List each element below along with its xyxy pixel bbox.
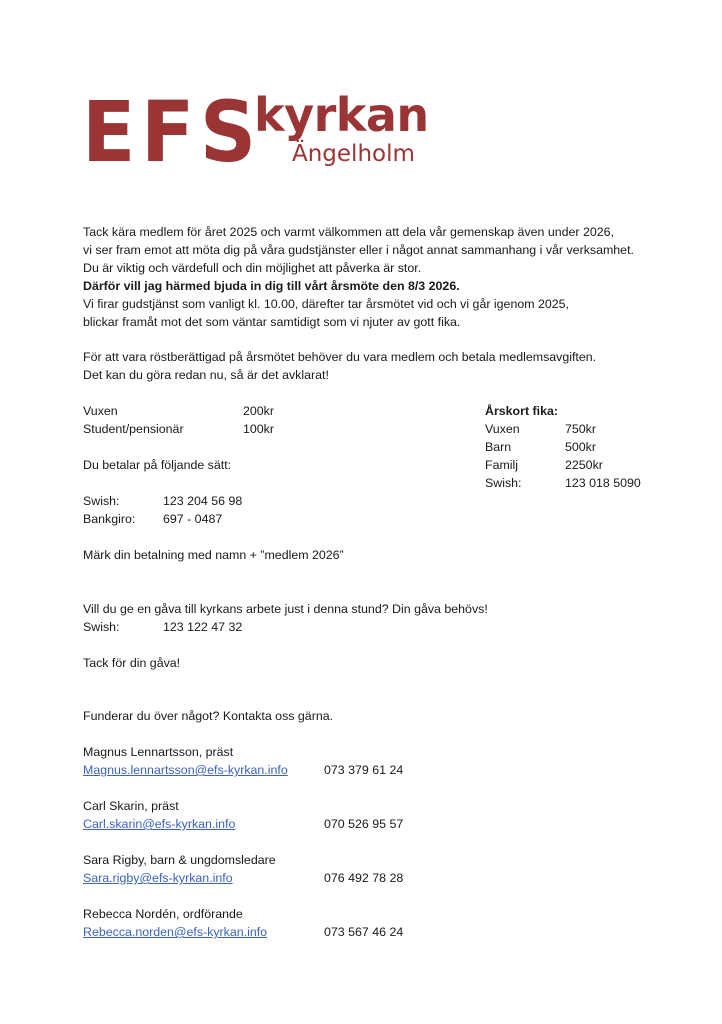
payment-swish-label: Swish: <box>83 494 120 508</box>
fika-value-adult: 750kr <box>565 422 596 436</box>
gift-question: Vill du ge en gåva till kyrkans arbete just i denna stund? Din gåva behövs! <box>83 602 488 616</box>
gift-swish-label: Swish: <box>83 620 120 634</box>
contact-phone-2: 070 526 95 57 <box>324 817 404 831</box>
fika-label-adult: Vuxen <box>485 422 520 436</box>
intro-line-1: Tack kära medlem för året 2025 och varmt välkommen att dela vår gemenskap även under 2026, <box>83 225 615 239</box>
membership-line-1: För att vara röstberättigad på årsmötet behöver du vara medlem och betala medlemsavgiften. <box>83 350 597 364</box>
gift-thanks: Tack för din gåva! <box>83 656 181 670</box>
fika-value-swish: 123 018 5090 <box>565 476 641 490</box>
contact-email-4[interactable]: Rebecca.norden@efs-kyrkan.info <box>83 925 268 939</box>
efs-kyrkan-logo <box>82 83 442 181</box>
contact-name-3: Sara Rigby, barn & ungdomsledare <box>83 853 276 867</box>
intro-line-5: Vi firar gudstjänst som vanligt kl. 10.00, därefter tar årsmötet vid och vi går igenom 2025, <box>83 297 569 311</box>
payment-swish-value: 123 204 56 98 <box>163 494 243 508</box>
membership-line-2: Det kan du göra redan nu, så är det avklarat! <box>83 368 329 382</box>
contact-email-1[interactable]: Magnus.lennartsson@efs-kyrkan.info <box>83 763 288 777</box>
fika-value-child: 500kr <box>565 440 596 454</box>
contact-phone-3: 076 492 78 28 <box>324 871 404 885</box>
contact-phone-1: 073 379 61 24 <box>324 763 404 777</box>
logo-town-text: Ängelholm <box>292 141 415 167</box>
fee-value-student: 100kr <box>243 422 274 436</box>
contact-email-3[interactable]: Sara.rigby@efs-kyrkan.info <box>83 871 233 885</box>
gift-swish-value: 123 122 47 32 <box>163 620 243 634</box>
contact-name-2: Carl Skarin, präst <box>83 799 179 813</box>
intro-line-3: Du är viktig och värdefull och din möjlighet att påverka är stor. <box>83 261 422 275</box>
payment-mark-note: Märk din betalning med namn + ”medlem 2026” <box>83 548 344 562</box>
fika-label-swish: Swish: <box>485 476 522 490</box>
logo-kyrkan-text: kyrkan <box>254 88 429 142</box>
fee-label-adult: Vuxen <box>83 404 118 418</box>
contact-intro: Funderar du över något? Kontakta oss gärna. <box>83 709 334 723</box>
logo-efs-text: EFS <box>82 83 262 181</box>
fika-title: Årskort fika: <box>485 404 558 418</box>
contact-name-1: Magnus Lennartsson, präst <box>83 745 234 759</box>
payment-intro: Du betalar på följande sätt: <box>83 458 232 472</box>
invitation-line: Därför vill jag härmed bjuda in dig till vårt årsmöte den 8/3 2026. <box>83 279 460 293</box>
fika-label-family: Familj <box>485 458 519 472</box>
payment-bankgiro-value: 697 - 0487 <box>163 512 223 526</box>
payment-bankgiro-label: Bankgiro: <box>83 512 136 526</box>
fika-value-family: 2250kr <box>565 458 603 472</box>
contact-email-2[interactable]: Carl.skarin@efs-kyrkan.info <box>83 817 236 831</box>
fika-label-child: Barn <box>485 440 512 454</box>
fee-value-adult: 200kr <box>243 404 274 418</box>
intro-line-6: blickar framåt mot det som väntar samtidigt som vi njuter av gott fika. <box>83 315 461 329</box>
intro-line-2: vi ser fram emot att möta dig på våra gudstjänster eller i något annat sammanhang i vår verksamhet. <box>83 243 634 257</box>
contact-name-4: Rebecca Nordén, ordförande <box>83 907 243 921</box>
contact-phone-4: 073 567 46 24 <box>324 925 404 939</box>
fee-label-student: Student/pensionär <box>83 422 184 436</box>
